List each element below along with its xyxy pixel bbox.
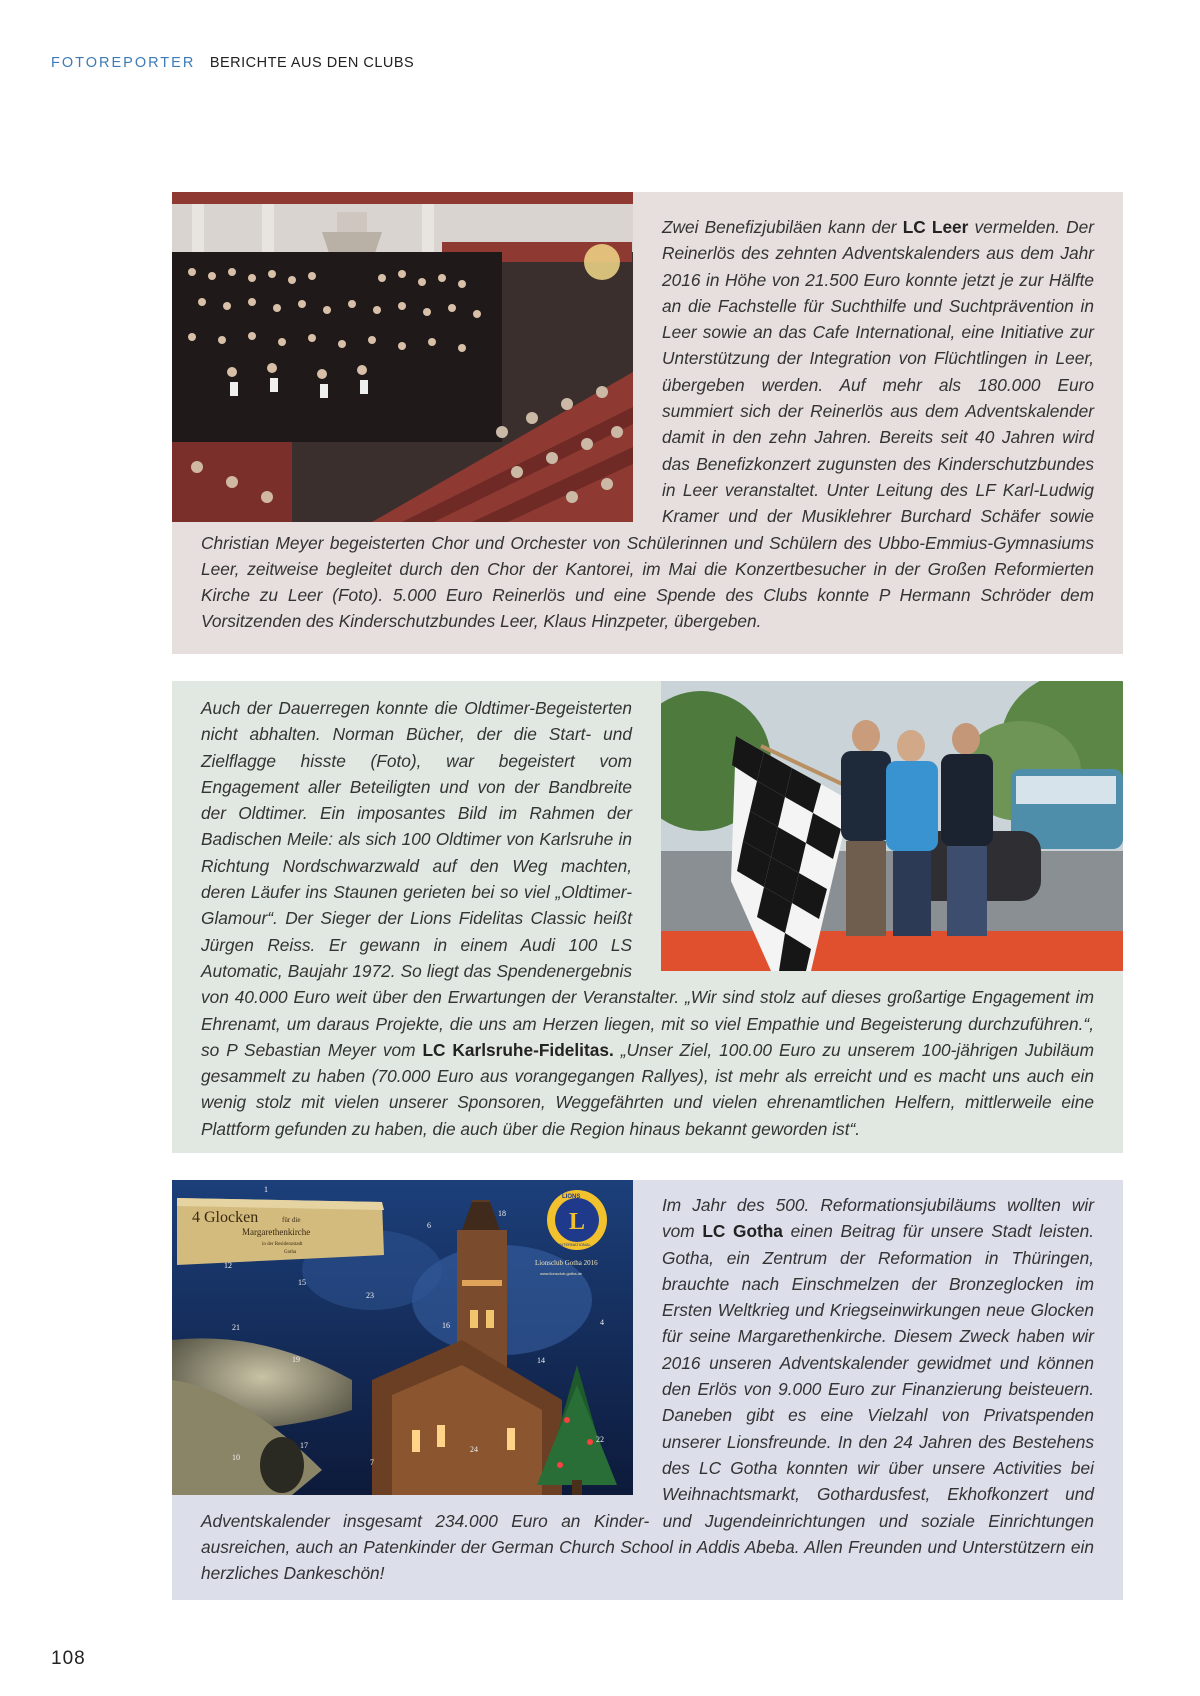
calendar-residence-line: in der Residenzstadt <box>262 1242 303 1247</box>
calendar-door-number: 12 <box>224 1261 232 1270</box>
section-title: BERICHTE AUS DEN CLUBS <box>209 55 415 71</box>
calendar-door-number: 10 <box>232 1453 240 1462</box>
page-number: 108 <box>51 1648 86 1669</box>
calendar-door-number: 16 <box>442 1321 450 1330</box>
calendar-door-number: 15 <box>298 1278 306 1287</box>
checkered-flag-photo-illustration <box>661 681 1123 971</box>
calendar-door-number: 23 <box>366 1291 374 1300</box>
calendar-door-number: 19 <box>292 1355 300 1364</box>
article-lc-leer <box>172 192 1123 654</box>
calendar-url: www.lionsclub-gotha.de <box>540 1271 583 1276</box>
magazine-section-brand: FOTOREPORTER <box>51 55 196 71</box>
checkered-flag-photo <box>661 681 1123 971</box>
concert-photo <box>172 192 633 522</box>
calendar-door-number: 24 <box>470 1445 478 1454</box>
calendar-door-number: 7 <box>370 1458 374 1467</box>
article-text-part: vermelden. Der Reinerlös des zehnten Adventskalenders aus dem Jahr 2016 in Höhe von 21.500 Euro konnte jetzt je zur Hälfte an die Fachstelle für Suchthilfe und Suchtprävention in Leer sowie an das Cafe International, eine Initiative zur Unterstützung der Integration von Flüchtlingen in Leer, übergeben werden. Auf mehr als 180.000 Euro summiert sich der Reinerlös aus dem Adventskalender damit in den zehn Jahren. Bereits seit 40 Jahren wird das Benefizkonzert zugunsten des Kinderschutzbundes in Leer veranstaltet. Unter Leitung des LF Karl-Ludwig Kramer und der Musiklehrer Burchard Schäfer sowie Christian Meyer begeisterten Chor und Orchester von Schülerinnen und Schülern des Ubbo-Emmius-Gymnasiums Leer, zeitweise begleitet durch den Chor der Kantorei, im Mai die Konzertbesucher in der Großen Reformierten Kirche zu Leer (Foto). 5.000 Euro Reinerlös und eine Spende des Clubs konnte P Hermann Schröder dem Vorsitzenden des Kinderschutzbundes Leer, Klaus Hinzpeter, übergeben. <box>201 217 1095 632</box>
article-lc-karlsruhe-fidelitas <box>172 681 1123 1153</box>
calendar-door-number: 1 <box>264 1185 268 1194</box>
calendar-club-year: Lionsclub Gotha 2016 <box>535 1259 598 1267</box>
lions-badge-letter: L <box>569 1209 586 1235</box>
concert-photo-illustration <box>172 192 633 522</box>
article-text-part: einen Beitrag für unsere Stadt leisten. Gotha, ein Zentrum der Reformation in Thüringen, brauchte nach Einschmelzen der Bronzeglocken im Ersten Weltkrieg und Kriegseinwirkungen neue Glocken für seine Margarethenkirche. Diesem Zweck haben wir 2016 unseren Adventskalender gewidmet und können den Erlös von 9.000 Euro zur Finanzierung beisteuern. Daneben gibt es eine Vielzahl von Privatspenden unserer Lionsfreunde. In den 24 Jahren des Bestehens des LC Gotha konnten wir über unsere Activities bei Weihnachtsmarkt, Gothardusfest, Ekhofkonzert und Adventskalender insgesamt 234.000 Euro an Kinder- und Jugendeinrichtungen und soziale Einrichtungen ausreichen, auch an Patenkinder der German Church School in Addis Abeba. Allen Freunden und Unterstützern ein herzliches Dankeschön! <box>201 1221 1094 1584</box>
lions-badge-bottom: INTERNATIONAL <box>559 1242 591 1247</box>
calendar-title: 4 Glocken <box>192 1209 259 1226</box>
calendar-door-number: 14 <box>537 1356 545 1365</box>
lions-badge-top: LIONS <box>562 1194 581 1200</box>
calendar-door-number: 21 <box>232 1323 240 1332</box>
advent-calendar-image <box>172 1180 633 1495</box>
calendar-door-number: 4 <box>600 1318 604 1327</box>
calendar-subtitle: für die <box>282 1216 301 1224</box>
article-text-part: Auch der Dauerregen konnte die Oldtimer-Begeisterten nicht abhalten. Norman Bücher, der die Start- und Zielflagge hisste (Foto), war begeistert vom Engagement aller Beteiligten und von der Bandbreite der Oldtimer. Ein imposantes Bild im Rahmen der Badischen Meile: als sich 100 Oldtimer von Karlsruhe in Richtung Nordschwarzwald auf den Weg machten, deren Läufer ins Staunen gerieten bei so viel „Oldtimer-Glamour“. Der Sieger der Lions Fidelitas Classic heißt Jürgen Reiss. Er gewann in einem Audi 100 LS Automatic, Baujahr 1972. So liegt das Spendenergebnis von 40.000 Euro weit über den Erwartungen der Veranstalter. „Wir sind stolz auf dieses großartige Engagement im Ehrenamt, um daraus Projekte, die uns am Herzen liegen, mit so viel Empathie und Begeisterung durchzuführen.“, so P Sebastian Meyer vom <box>201 698 1094 1060</box>
calendar-door-number: 6 <box>427 1221 431 1230</box>
article-text-part: Zwei Benefizjubiläen kann der <box>662 217 903 237</box>
calendar-door-number: 17 <box>300 1441 308 1450</box>
calendar-church-name: Margarethenkirche <box>242 1227 311 1237</box>
article-text-part: „Unser Ziel, 100.00 Euro zu unserem 100-jährigen Jubiläum gesammelt zu haben (70.000 Euro aus vorangegangen Rallyes), ist mehr als erreicht und es macht uns auch ein wenig stolz mit vielen unserer Sponsoren, Weggefährten und vielen ehrenamtlichen Helfern, mittlerweile eine Plattform gefunden zu haben, die auch über die Region hinaus bekannt geworden ist“. <box>201 1039 1094 1139</box>
calendar-city-name: Gotha <box>284 1250 297 1255</box>
article-text-part: Im Jahr des 500. Reformationsjubiläums wollten wir vom <box>662 1195 1094 1242</box>
running-head <box>51 55 414 71</box>
calendar-door-number: 18 <box>498 1209 506 1218</box>
club-name-lc-leer: LC Leer <box>902 217 969 237</box>
club-name-lc-gotha: LC Gotha <box>702 1221 783 1242</box>
club-name-lc-karlsruhe-fidelitas: LC Karlsruhe-Fidelitas. <box>422 1039 614 1060</box>
advent-calendar-illustration <box>172 1180 633 1495</box>
calendar-door-number: 22 <box>596 1435 604 1444</box>
article-lc-gotha <box>172 1180 1123 1600</box>
